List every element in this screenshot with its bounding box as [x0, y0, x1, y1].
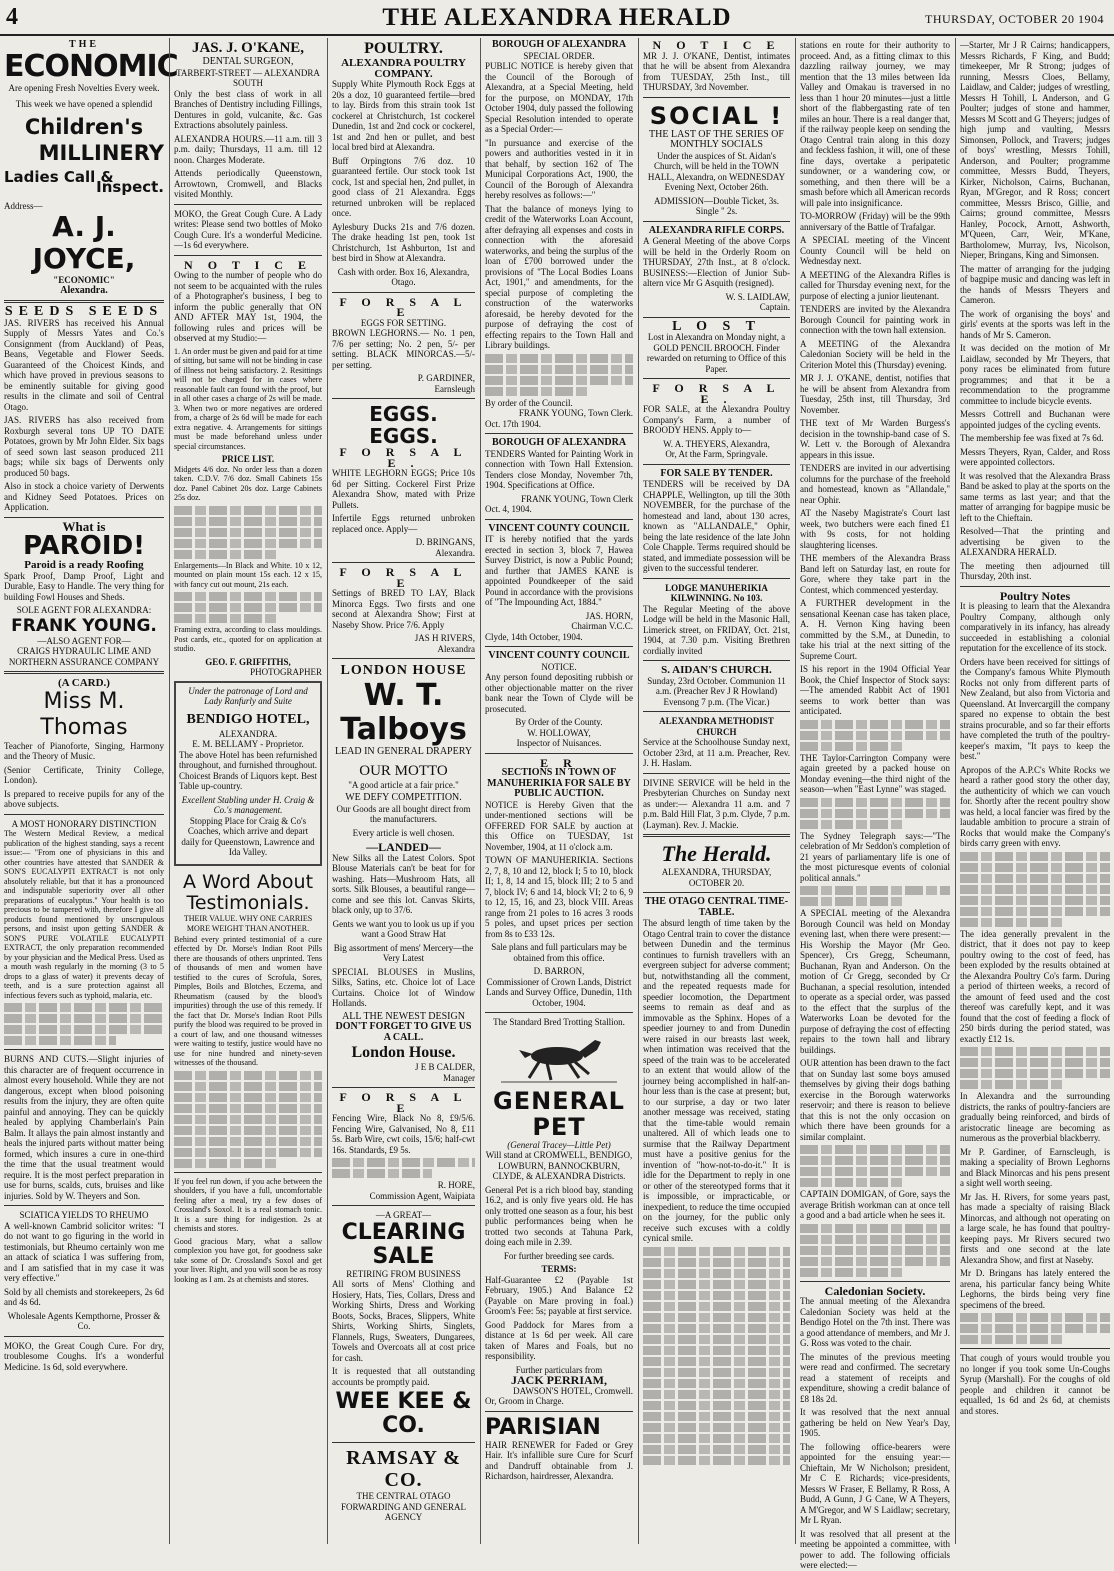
seeds-body: JAS. RIVERS has received his Annual Supply of Messrs Yates and Co.'s Consignment (from Auckland) of Peas, Beans, Vegetable and Flower Seeds. Guaranteed of the Choicest Kinds, and which have proved in previous seasons to be eminently suitable for giving good results in the climate and soil of Central Otago. [4, 317, 164, 412]
borough-1-order: By order of the Council. [485, 397, 573, 408]
aidan-heading: S. AIDAN'S CHURCH. [661, 664, 772, 676]
social-body: Under the auspices of St. Aidan's Church, will be held in the TOWN HALL, Alexandra, on WEDNESDAY Evening Next, October 26th. [647, 150, 786, 192]
notice-rules: 1. An order must be given and paid for at time of sitting, but same will not be binding in case of illness not being satisfactory. 2. Resittings will not be charged for in cases where reasonable fault can found with the proof, but in all other cases a charge of 2s will be made. 3. When two or more negatives are ordered from, a charge of 2s 6d will be made for each extra negative. 4. Arrangements for sittings must be made beforehand unless under special circumstances. [174, 346, 322, 451]
vcc-heading: VINCENT COUNTY COUNCIL [488, 522, 630, 534]
economic-exhibition: This week we have opened a splendid [15, 99, 153, 109]
poultry-notes-7: Mr Jas. H. Rivers, for some years past, has made a specialty of raising Black Minorcas, and although not operating on a large scale, he has found that poultry-keeping pays. Mr Rivers secured two firsts and one second at the late Alexandra Show, and first at Naseby. [960, 1191, 1110, 1265]
bendigo-hotel-name: BENDIGO HOTEL, [186, 711, 310, 727]
every-article: Every article is well chosen. [352, 827, 455, 838]
divine-service: DIVINE SERVICE will be held in the Presbyterian Churches on Sunday next as under:— Alexandra 11 a.m. and 7 p.m. Bald Hill Flat, 3 p.m. Clyde, 7 p.m. (Layman). Rev. J. Mackie. [643, 777, 790, 830]
text-note: THE text of Mr Warden Burgess's decision in the township-band case of S. W. Lett v. the Borough of Alexandra appears in this issue. [800, 418, 950, 460]
apc-heading: ALEXANDRA POULTRY COMPANY. [341, 57, 466, 80]
timetable-heading: THE OTAGO CENTRAL TIME-TABLE. [644, 896, 789, 918]
tenders-note: TENDERS are invited by the Alexandra Borough Council for painting work in connection with the town hall extension. [800, 304, 950, 335]
tender-heading: FOR SALE BY TENDER. [660, 467, 773, 479]
lodge-body: The Regular Meeting of the above Lodge will be held in the Masonic Hall, Limerick street, on FRIDAY, Oct. 21st, 1904, at 7.30 p.m. Visiting Brethren cordially invited [643, 603, 790, 656]
for-sale-1-body: BROWN LEGHORNS.— No. 1 pen, 7/6 per setting; No. 2 pen, 5/- per setting. BLACK MINORCAS.—5/- per setting. [332, 328, 475, 370]
newspaper-title: THE ALEXANDRA HERALD [382, 4, 732, 31]
vcc-body: IT is hereby notified that the yards erected in section 3, block 7, Hawea Survey District, is now a Public Pound; and further that JAMES KANE is appointed Poundkeeper of the said Pound in accordance with the provisions of "The Impounding Act, 1884." [485, 534, 633, 607]
london-house-heading: LONDON HOUSE [340, 663, 467, 678]
telegraph-note: The Sydney Telegraph says:—"The celebration of Mr Seddon's completion of 21 years of parliamentary life is one of the most picturesque events of colonial political annals." [800, 830, 950, 883]
economic-subtitle: Are opening Fresh Novelties Every week. [8, 82, 160, 93]
address-label: Address— [4, 200, 43, 211]
caledonian-body: The annual meeting of the Alexandra Caledonian Society was held at the Bendigo Hotel on the 7th inst. There was a good attendance of members, and Mr J. G. Ross was voted to the chair. [800, 1296, 950, 1348]
caledonian-heading: Caledonian Society. [824, 1283, 926, 1298]
clearing-sub: RETIRING FROM BUSINESS [346, 1268, 461, 1279]
for-sale-2-body: WHITE LEGHORN EGGS; Price 10s 6d per Sitting. Cockerel First Prize Alexandra Show, mated with Prize Pullets. [332, 468, 475, 510]
clearing-sale-heading: CLEARING SALE [341, 1219, 466, 1269]
special-borough-note: A SPECIAL meeting of the Alexandra Borough Council was held on Monday evening last, when there were present:—His Worship the Mayor (Mr Geo. Spencer), Crs Gregg, Scheumann, Buchanan, Ryan and Anderson. On the motion of Cr Gregg, seconded by Cr Buchanan, a special resolution, intended to operate as a special order, was passed to the effect that the surplus of the Waterworks Loan be devoted for the purpose of defraying the cost of effecting repairs to the town hall and library buildings. [800, 908, 950, 1055]
perriam-name: JACK PERRIAM, [511, 1373, 607, 1387]
domigan-note: CAPTAIN DOMIGAN, of Gore, says the average British workman can at once tell a good and a bad article when he sees it. [800, 1189, 950, 1220]
special-order: SPECIAL ORDER. [523, 50, 595, 61]
framing: Framing extra, according to class mouldings. Post cards, etc., quoted for on application at studio. [174, 625, 322, 653]
membership-fee-note: The membership fee was fixed at 7s 6d. [960, 433, 1104, 443]
bagpipe-note: The matter of arranging for the judging of bagpipe music and dancing was left in the hands of Messrs Theyers and Cameron. [960, 263, 1110, 305]
seeds-body-2: JAS. RIVERS has also received from Roxburgh several tons UP TO DATE Potatoes, grown by Mr John Elder. Six bags of seed sown last season produced 211 bags; while six bags of Derwents only produced 50 bags. [4, 415, 164, 478]
enlargements: Enlargements—In Black and White. 10 x 12, mounted on plain mount 15s each. 12 x 15, with fancy cut out mount, 21s each. [174, 560, 322, 589]
landed-body: New Silks all the Latest Colors. Spot Blouse Materials can't be beat for for washing. Hats—Mushroom Hats, all sorts. Silk Blouses, a beautiful range—come and see this lot. Canvas Skirts, black only, up to 37/6. [332, 852, 475, 915]
also-agent-label: —ALSO AGENT FOR— [37, 635, 131, 646]
barron-name: D. BARRON, [533, 966, 585, 976]
vcc-2-body: Any person found depositing rubbish or other objectionable matter on the river bank near the Town of Clyde will be prosecuted. [485, 672, 633, 714]
borough-heading-1: BOROUGH OF ALEXANDRA [491, 39, 627, 50]
social-sub: THE LAST OF THE SERIES OF MONTHLY SOCIALS [649, 128, 784, 150]
hore-name: R. HORE, [437, 1180, 475, 1190]
borough-1-body-3: That the balance of moneys lying to credit of the Waterworks Loan Account, after defraying all expenses and costs in connection with the aforesaid waterworks, and being the surplus of the loan of £700 borrowed under the provisions of "The Local Bodies Loans Act, 1901," and amendments, for the special purpose of completing the construction of the waterworks aforesaid, be hereby devoted for the purpose of defraying the cost of effecting repairs to the Town Hall and Library buildings. [485, 203, 633, 350]
for-sale-4-body: Fencing Wire, Black No 8, £9/5/6. Fencing Wire, Galvanised, No 8, £11 5s. Barb Wire, cwt coils, 15/6; half-cwt 16s. Standards, £9 5s. [332, 1113, 475, 1155]
joyce-town: Alexandra. [60, 284, 108, 296]
landed-heading: —LANDED— [366, 840, 441, 854]
thomas-body-3: Is prepared to receive pupils for any of the above subjects. [4, 788, 164, 809]
okane-hours: ALEXANDRA HOURS.—11 a.m. till 3 p.m. daily; Thursdays, 11 a.m. till 12 noon. Charges Moderate. [174, 133, 322, 165]
goods-direct: Our Goods are all bought direct from the manufacturers. [336, 803, 471, 824]
newest-design: ALL THE NEWEST DESIGN [342, 1010, 465, 1022]
borough-heading-2: BOROUGH OF ALEXANDRA [491, 437, 627, 448]
sensational-note: A FURTHER development in the sensational Keenan case has taken place, A. H. Vernon King having been committed by the S.M., at Dunedin, to take his trial at the next sitting of the Supreme Court. [800, 598, 950, 661]
theyers-or: Or, At the Farm, Springvale. [665, 449, 768, 459]
poultry-notes-8: Mr D. Bringans has lately entered the arena, his particular fancy being White Leghorns, the birds being very fine specimens of the breed. [960, 1268, 1110, 1310]
poultry-notes-6: Mr P. Gardiner, of Earnscleugh, is making a speciality of Brown Leghorns and Black Minorcas and his pens present a sight well worth seeing. [960, 1146, 1110, 1188]
horn-name: JAS. HORN, [585, 610, 633, 621]
bellamy-proprietor: E. M. BELLAMY - Proprietor. [192, 739, 304, 749]
tender-body: TENDERS will be received by DA CHAPPLE, Wellington, up till the 30th NOVEMBER, for the purchase of the homestead and land, about 130 acres, known as "ALLANDALE," Ophir, being the late residence of the late John Cole Chapple. Terms required should be stated, and immediate possession will be given to the successful tenderer. [643, 479, 790, 573]
aidan-body: Sunday, 23rd October. Communion 11 a.m. (Preacher Rev J R Howland) Evensong 7 p.m. (The Vicar.) [647, 675, 786, 707]
big-assortment: Big assortment of mens' Mercery—the Very Latest [333, 942, 474, 963]
miss-thomas-name: Miss M. Thomas [40, 688, 128, 740]
timetable-body: The absurd length of time taken by the Otago Central train to cover the distance between Dunedin and the terminus continues to furnish travellers with an evergreen subject for adverse comment; but, notwithstanding all the comment, and the repeated requests made for speedier locomotion, the Department seems to remain as deaf and as immovable as the Sphinx. Hopes of a speedier journey to and from Dunedin were raised in our breasts last week, when intimation was received that the speed of the train was to be accelerated to an extent that would allow of the journey being accomplished in half-an-hour less than is the case at present; but, to our surprise, a day or two later another message was received, stating that the time-table would remain unaltered. All of which leads one to surmise that the Railway Department must have a positive genius for the invention of "how-not-to-do-it." It is idle for the Department to reply in one or other of the stereotyped forms that it is impossible, or impracticable, or inexpedient, to reduce the time occupied on the journey, for the public only receive such excuses with a coldly cynical smile. [643, 918, 790, 1243]
standard-bred: The Standard Bred Trotting Stallion. [493, 1017, 625, 1027]
apc-box: Cash with order. Box 16, Alexandra, Otago. [337, 266, 470, 287]
agent-list: CRAIGS HYDRAULIC LIME AND NORTHERN ASSURANCE COMPANY [8, 646, 160, 667]
column-1 [0, 38, 178, 1544]
millinery-heading: MILLINERY [38, 140, 164, 165]
dont-forget: DON'T FORGET TO GIVE US A CALL. [335, 1021, 472, 1043]
column-3 [327, 38, 479, 1544]
sciatica-heading: SCIATICA YIELDS TO RHEUMO [19, 1210, 149, 1220]
adjourned-note: The meeting then adjourned till Thursday, 20th inst. [960, 560, 1110, 581]
caledonian-note: A MEETING of the Alexandra Caledonian Society will be held in the Criterion Motel this (Thursday) evening. [800, 338, 950, 370]
word-about-heading: A Word About Testimonials. [182, 870, 314, 914]
wholesale-agents: Wholesale Agents Kempthorne, Prosser & Co. [7, 1310, 161, 1331]
coaches-note: Stopping Place for Craig & Co's Coaches, which arrive and depart daily for Queenstown, Lawrence and Ida Valley. [181, 815, 315, 857]
further-particulars: Further particulars from [515, 1364, 603, 1375]
ladies-call: Ladies Call & [4, 167, 114, 186]
for-sale-5: F O R S A L E . [652, 381, 781, 406]
sale-plans: Sale plans and full particulars may be obtained from this office. [491, 942, 627, 963]
parisian-body: HAIR RENEWER for Faded or Grey Hair. It's infallible sure Cure for Scurf and Dandruff obtainable from J. Richardson, hairdresser, Alexandra. [485, 1439, 633, 1481]
general-pet-stand: Will stand at CROMWELL, BENDIGO, LOWBURN, BANNOCKBURN, CLYDE, & ALEXANDRA Districts. [485, 1150, 633, 1181]
soxol-ad: If you feel run down, if you ache between the shoulders, if you have a full, uncomfortable feeling after a meal, try a few doses of Crossland's Soxol. It is a real stomach tonic. It is a sure thing for indigestion. 2s at chemists and stores. [174, 1176, 322, 1233]
paroid-body: Spark Proof, Damp Proof, Light and Durable, Easy to Handle. The very thing for building Fowl Houses and Sheds. [4, 570, 164, 602]
calder-title: Manager [443, 1072, 475, 1083]
laidlaw-title: Captain. [759, 302, 790, 312]
brass-band-note: It was resolved that the Alexandra Brass Band be asked to play at the sports on the same terms as last year; and that the matter of arranging for bagpipe music be left to the Chieftain. [960, 470, 1110, 523]
accounts-note: It is requested that all outstanding accounts be promptly paid. [332, 1366, 475, 1387]
column-6 [795, 38, 954, 1570]
column-5 [638, 38, 794, 1544]
joyce-shop: "ECONOMIC" [53, 275, 115, 285]
okane-body: Only the best class of work in all Branches of Dentistry including Fillings, Dentures in gold, vulcanite, &c. Gas Extractions absolutely painless. [174, 88, 322, 130]
motto-heading: OUR MOTTO [359, 762, 448, 779]
apc-body-3: Aylesbury Ducks 21s and 7/6 dozen. The drake heading 1st pen, took 1st Christchurch, 1st Ashburton, 1st and best bird in Show at Alexandra. [332, 221, 475, 263]
rifles-meeting-note: A MEETING of the Alexandra Rifles is called for Thursday evening next, for the purpose of electing a junior lieutenant. [800, 269, 950, 301]
rifle-body: A General Meeting of the above Corps will be held in the Orderly Room on THURSDAY, 27th Inst., at 8 o'clock. BUSINESS:—Election of Junior Sub-altern vice Mr G Asquith (resigned). [643, 236, 790, 288]
caledonian-body-5: It was resolved that all present at the meeting be appointed a committee, with power to add. The following officials were elected:— [800, 1528, 950, 1570]
clearing-body: All sorts of Mens' Clothing and Hosiery, Hats, Ties, Collars, Dress and Working Shirts, Dress and Working Boots, Socks, Braces, Slippers, White Shirts, Working Shirts, Singlets, Flannels, Rugs, Sweaters, Dungarees, Towels and Overcoats all at cost price for cash. [332, 1279, 475, 1363]
borough-1-body: PUBLIC NOTICE is hereby given that the Council of the Borough of Alexandra, at a Special Meeting, held for the purpose, on MONDAY, 17th October 1904, duly passed the following Special Resolution intended to operate as a Special Order:— [485, 61, 633, 134]
caledonian-body-4: The following office-bearers were appointed for the ensuing year:—Chieftain, Mr W Nicholson; president, Mr C E Richards; vice-presidents, Messrs W Fraser, E Bellamy, R Ross, A Budd, A Gunn, J G Cane, W A Theyers, A M'Gregor, and W S Laidlaw; secretary, Mr L Ryan. [800, 1441, 950, 1525]
borough-2-body: TENDERS Wanted for Painting Work in connection with Town Hall Extension. Tenders close Monday, November 7th, 1904. Specifications at Office. [485, 448, 633, 490]
a-card-label: (A CARD.) [58, 677, 110, 689]
bringans-name: D. BRINGANS, [415, 537, 475, 547]
general-pet-pedigree: (General Tracey—Little Pet) [507, 1139, 611, 1150]
holloway-name: W. HOLLOWAY, [527, 727, 591, 738]
childrens-heading: Children's [24, 114, 144, 139]
poultry-notes-5: In Alexandra and the surrounding districts, the ranks of poultry-fanciers are gradually being reinforced, and birds of aristocratic lineage are becoming as numerous as the proverbial blackberry. [960, 1091, 1110, 1143]
what-is-label: What is [62, 518, 106, 534]
officials-body: —Starter, Mr J R Cairns; handicappers, Messrs Richards, F King, and Budd; timekeeper, Mr R Strong; judges of running, Messrs Cloes, Bellamy, Laidlaw, and Calder; judges of wrestling, Messrs H Tohill, L Anderson, and G Poulter; judges of stone and hammer, Messrs M Scott and G Theyers; judges of high jump and vaulting, Messrs Simonsen, Pollock, and Travers; judges of boys' wrestling, Messrs Tohill, Anderson, and Poulter; programme committee, Messrs Budd, Theyers, Kirker, Nicholson, Cairns, Buchanan, Ryan, M'Gregor, and R Ross; concert committee, Messrs Brisco, Gillie, and Cairns; ground committee, Messrs Hanley, Pocock, Arnott, Ashworth, M'Queen, Carr, Weir, M'Kane, Bartholomew, Murray, Ivs, Nicolson, Nieper, Bringans, King and Simonsen. [960, 40, 1110, 260]
seeds-heading: SEEDS SEEDS [4, 304, 164, 319]
allandale-note: TENDERS are invited in our advertising columns for the purchase of the freehold and homestead, known as "Allandale," near Ophir. [800, 463, 950, 505]
economic-heading: ECONOMIC [4, 48, 178, 84]
er-mark: E R [540, 755, 578, 770]
vcc-2-order: By Order of the County. [515, 717, 603, 727]
lost-body: Lost in Alexandra on Monday night, a GOLD PENCIL BROOCH. Finder rewarded on returning to Office of this Paper. [646, 332, 787, 374]
sections-heading: SECTIONS IN TOWN OF MANUHERIKIA FOR SALE BY PUBLIC AUCTION. [487, 767, 631, 799]
talboys-name: W. T. Talboys [340, 678, 467, 747]
barron-title: Commissioner of Crown Lands, District Lands and Survey Office, Dunedin, 11th October, 1904. [486, 976, 632, 1008]
frank-young-name: FRANK YOUNG. [11, 615, 157, 636]
page-number: 4 [6, 4, 18, 30]
general-pet-heading: GENERAL PET [493, 1086, 625, 1141]
general-pet-cards: For further breeding see cards. [503, 1250, 615, 1261]
sections-body: NOTICE is Hereby Given that the under-mentioned sections will be OFFERED FOR SALE by auction at this Office on TUESDAY, 1st November, 1904, at 11 o'clock a.m. [485, 799, 633, 852]
notice-heading-2: N O T I C E [652, 38, 781, 52]
poultry-heading: POULTRY. [364, 40, 443, 57]
borough-1-clerk: FRANK YOUNG, Town Clerk. [518, 408, 633, 418]
attention-note: OUR attention has been drawn to the fact that on Sunday last some boys amused themselves by giving their dogs bathing exercise in the Borough waterworks reservoir; and there is reason to believe that this is not the only occasion on which there have been grounds for a similar complaint. [800, 1058, 950, 1142]
bendigo-body: The above Hotel has been refurnished throughout, and furnished throughout. Choicest Brands of Liquors kept. Best Table up-country. [179, 749, 317, 791]
band-note: THE members of the Alexandra Brass Band left on Saturday last, en route for Gore, where they take part in the Contest, which commenced yesterday. [800, 553, 950, 595]
vcc-notice: NOTICE. [541, 661, 577, 672]
apc-body: Supply White Plymouth Rock Eggs at 20s a doz, 10 guaranteed fertile—bred to lay. Birds from this strain took 1st cockerel at Christchurch, 1st cockerel Dunedin, 1st and 2nd cock or cockerel, 1st and 2nd hen or pullet, and best local bred bird at Alexandra. [332, 79, 475, 152]
lost-heading: L O S T [672, 318, 761, 334]
collectors-note: Messrs Theyers, Ryan, Calder, and Ross were appointed collectors. [960, 446, 1110, 467]
poultry-notes-1: It is pleasing to learn that the Alexandra Poultry Company, although only comparatively in its infancy, has already succeeded in establishing a colonial reputation for the excellence of its stock. [960, 601, 1110, 653]
for-sale-1: F O R S A L E [339, 294, 468, 319]
methodist-heading: ALEXANDRA METHODIST CHURCH [659, 716, 774, 737]
apc-body-2: Buff Orpingtons 7/6 doz. 10 guaranteed fertile. Our stock took 1st cock, 1st and special hen, 2nd pullet, in good class of 21 Alexandra. Eggs returned unbroken will be replaced once. [332, 155, 475, 218]
joyce-name: A. J. JOYCE, [32, 210, 136, 275]
caledonian-body-3: It was resolved that the next annual gathering be held on New Year's Day, 1905. [800, 1407, 950, 1438]
photographer-title: PHOTOGRAPHER [250, 667, 322, 677]
naseby-note: AT the Naseby Magistrate's Court last week, two butchers were each fined £1 with 9s costs, for not holding slaughtering licenses. [800, 508, 950, 550]
honorary-body: The Western Medical Review, a medical publication of the highest standing, says a recent issue:— "From one of physicians in this and other countries have attested that SANDER & SON'S EUCALYPTI EXTRACT is not only absolutely reliable, but that it has a pronounced and indisputable superiority over all other preparations of eucalyptus." Your health is too precious to be tampered with, therefore I give all products found mentioned by unscrupulous persons, and insist upon getting SANDER & SON'S PURE VOLATILE EUCALYPTI EXTRACT, the only preparation recommended by your physician and the Medical Press. Used as a mouth wash regularly in the morning (3 to 5 drops to a glass of water) it prevents decay of teeth, and is a sure protection against all infectious fevers such as typhoid, malaria, etc. [4, 829, 164, 1000]
year-book-note: IS his report in the 1904 Official Year Book, the Chief Inspector of Stock says:—The amended Rabbit Act of 1901 seems to work better than was anticipated. [800, 664, 950, 716]
column-7 [955, 38, 1114, 1544]
for-sale-4: F O R S A L E [339, 1090, 468, 1115]
borough-2-clerk: FRANK YOUNG, Town Clerk [521, 493, 633, 504]
price-list-heading: PRICE LIST. [221, 454, 275, 464]
borough-1-body-2: "In pursuance and exercise of the powers and authorities vested in it in that behalf, by section 162 of The Municipal Corporations Act, 1900, the Council of the Borough of Alexandra hereby resolves as follows:—" [485, 137, 633, 200]
cycling-judges-note: Messrs Cottrell and Buchanan were appointed judges of the cycling events. [960, 409, 1110, 430]
poultry-notes-3: Apropos of the A.P.C's White Rocks we heard a rather good story the other day, the authenticity of which we can vouch for. Shortly after the recent poultry show was held, a local fancier was fired by the laudable ambition to procure a strain of Rocks that would make the Company's birds carry green with envy. [960, 764, 1110, 848]
laidlaw-name: W. S. LAIDLAW, [725, 291, 790, 302]
sole-agent-label: SOLE AGENT FOR ALEXANDRA: [16, 605, 152, 615]
borough-2-date: Oct. 4, 1904. [485, 504, 532, 514]
okane-title: DENTAL SURGEON, [202, 56, 294, 67]
social-heading: SOCIAL ! [649, 101, 784, 130]
special-blouses: SPECIAL BLOUSES in Muslins, Silks, Satins, etc. Choice lot of Lace Curtains. Choice lot of Window Hollands. [332, 966, 475, 1008]
perriam-groom: Or, Groom in Charge. [485, 1396, 564, 1406]
clyde-date: Clyde, 14th October, 1904. [485, 631, 583, 642]
sections-body-2: TOWN OF MANUHERIKIA. Sections 2, 7, 8, 10 and 12, block I; 5 to 10, block II; 1, 8, 14 and 15, block III; 2 to 5 and 7, block IV; 6 and 14, block VI; 2 to 6, 9 to 12, 15, 16, and 23, block VIII. Areas range from 21 poles to 16 acres 3 roods 5 poles, and upset prices per section from 8s to £33 12s. [485, 855, 633, 939]
for-sale-3: F O R S A L E [339, 565, 468, 590]
poultry-notes-heading: Poultry Notes [999, 588, 1071, 603]
stations-body: stations en route for their authority to proceed. And, as a fitting climax to this dazzling railway journey, we may mention that the 13 miles between Ida Valley and Omakau is traversed in no less than 1 hour 20 minutes—just a little short of the flabbergasting rate of ten miles an hour. There is a real danger that, if the railway people keep on sending the Otago Central train along in this dozy and feckless fashion, it will, one of these fine days, overtake a peripatetic sundowner, or a wandering cow, or something, and then there will be a smash before which all American records will pale into insignificance. [800, 40, 950, 208]
poultry-notes-2: Orders have been received for sittings of the Company's famous White Plymouth Rocks not only from different parts of New Zealand, but also from Victoria and Queensland. At Invercargill the company spared no expense to obtain the best strains procurable, and so far their efforts have completed the truth of the poultry-keeper's maxim, "It pays to keep the best." [960, 656, 1110, 761]
moko-bottom: MOKO, the Great Cough Cure. For dry, troublesome Coughs. It's a wonderful Medicine. 1s 6d, sold everywhere. [4, 1340, 164, 1372]
pony-races-note: It was decided on the motion of Mr Laidlaw, seconded by Mr Theyers, that pony races be eliminated from future programmes; and that it be a recommendation to the programme committee to include bicycle events. [960, 343, 1110, 406]
rifle-heading: ALEXANDRA RIFLE CORPS. [648, 224, 785, 236]
word-about-body: Behind every printed testimonial of a cure effected by Dr. Morse's Indian Root Pills there are thousands of others unprinted. Tens of thousands of men and women have testified to the cures of Scrofula, Sores, Pimples, Boils and Blotches, Eczema, and Rheumatism (caused by the blood's impurities) through the use of this remedy. If the fact that Dr. Morse's Indian Root Pills purify the blood was required to be proved in a court of law, and one thousand witnesses were waiting to testify, justice would have no use for nine hundred and ninety-seven witnesses of the thousand. [174, 934, 322, 1067]
honorary-heading: A MOST HONORARY DISTINCTION [11, 818, 157, 829]
paroid-heading: PAROID! [22, 531, 146, 561]
theyers-name: W. A. THEYERS, Alexandra, [663, 438, 770, 449]
printing-note: Resolved—That the printing and advertising be given to the ALEXANDRA HERALD. [960, 526, 1110, 557]
stabling-note: Excellent Stabling under H. Craig & Co.'s management. [181, 794, 315, 815]
holloway-title: Inspector of Nuisances. [516, 738, 602, 748]
ramsay-body: THE CENTRAL OTAGO FORWARDING AND GENERAL AGENCY [340, 1491, 466, 1522]
admission: ADMISSION—Double Ticket, 3s. Single " 2s. [653, 195, 779, 216]
gardiner-name: P. GARDINER, [417, 373, 475, 383]
borough-1-date: Oct. 17th 1904. [485, 418, 541, 429]
motto-text: "A good article at a fair price." [348, 779, 459, 790]
methodist-body: Service at the Schoolhouse Sunday next, October 23rd, at 11 a.m. Preacher, Rev. J. H. Haslam. [643, 737, 790, 768]
paroid-subtitle: Paroid is a ready Roofing [24, 559, 144, 571]
inspect-label: Inspect. [96, 178, 164, 196]
burns-body: BURNS AND CUTS.—Slight injuries of this character are of frequent occurrence in almost every household. While they are not dangerous, except when blood poisoning results from the injury, they are often quite painful and annoying. They can be quickly healed by applying Chamberlain's Pain Balm. It allays the pain almost instantly and heals the injured parts without matter being formed, which insures a cure in one-third the time that the usual treatment would require. It is the most perfect preparation in use for burns, scalds, cuts, bruises and like injuries. Sold by W. Theyers and Son. [4, 1054, 164, 1201]
okane-note: MR J. J. O'KANE, dentist, notifies that he will be absent from Alexandra from Tuesday, 25th inst, till Thursday, 3rd November. [800, 373, 950, 415]
talboys-sub: LEAD IN GENERAL DRAPERY [334, 746, 473, 757]
lodge-heading: LODGE MANUHERIKIA KILWINNING. No 103. [665, 582, 768, 603]
patronage-note: Under the patronage of Lord and Lady Ranfurly and Suite [188, 685, 308, 706]
word-about-sub: THEIR VALUE. WHY ONE CARRIES MORE WEIGHT THAN ANOTHER. [183, 913, 313, 933]
okane-absence: MR J. J. O'KANE, Dentist, intimates that he will be absent from Alexandra from TUESDAY, 25th Inst., till THURSDAY, 3rd November. [643, 50, 790, 92]
thomas-body-2: (Senior Certificate, Trinity College, London). [4, 764, 164, 785]
moko-ad: MOKO, the Great Cough Cure. A Lady writes: Please send two bottles of Moko Cough Cure. It's a wonderful Medicine.—1s 6d everywhere. [174, 208, 322, 250]
hore-title: Commission Agent, Waipiata [369, 1190, 475, 1201]
ramsay-name: RAMSAY & CO. [346, 1447, 461, 1491]
great-label: —A GREAT— [375, 1210, 432, 1220]
okane-street: TARBERT-STREET — ALEXANDRA SOUTH [176, 67, 320, 88]
defy-competition: WE DEFY COMPETITION. [345, 792, 462, 803]
taylor-note: THE Taylor-Carrington Company were again greeted by a packed house on Monday evening—the third night of the season—when "East Lynne" was staged. [800, 752, 950, 794]
paddock-note: Good Paddock for Mares from a distance at 1s 6d per week. All care taken of Mares and Foals, but no responsibility. [485, 1319, 633, 1361]
london-house-footer: London House. [351, 1044, 456, 1061]
perriam-hotel: DAWSON'S HOTEL, Cromwell. [513, 1385, 633, 1396]
for-sale-5-body: FOR SALE, at the Alexandra Poultry Company's Farm, a number of BROODY HENS. Apply to— [643, 404, 790, 435]
okane-name: JAS. J. O'KANE, [191, 40, 305, 56]
column-2 [169, 38, 326, 1544]
thomas-body: Teacher of Pianoforte, Singing, Harmony and the Theory of Music. [4, 740, 164, 761]
rivers-name: JAS H RIVERS, [414, 633, 475, 643]
sciatica-body: A well-known Cambrid solicitor writes: "I do not want to go figuring in the world in testimonials, but Rheumo certainly won me an attack of sciatica I was suffering from, and I am satisfied that in my case it was very effective." [4, 1220, 164, 1283]
horn-title: Chairman V.C.C. [571, 621, 633, 631]
okane-visits: Attends periodically Queenstown, Arrowtown, Cromwell, and Blacks visited Monthly. [174, 168, 322, 199]
seeds-body-3: Also in stock a choice variety of Derwents and Kidney Seed Potatoes. Prices on Application. [4, 481, 164, 512]
straw-hat: Gents we want you to look us up if you want a Good Straw Hat [332, 918, 475, 939]
cough-ad: That cough of yours would trouble you no longer if you took some Un-Coughs Syrup (Marshall). For the coughs of old people and children it cannot be equalled, 1s 6d and 2s 6d, at chemists and stores. [960, 1353, 1110, 1416]
trotting-horse-icon [499, 1032, 619, 1084]
vcc-heading-2: VINCENT COUNTY COUNCIL [488, 650, 630, 661]
the-label: THE [68, 39, 100, 50]
herald-date: ALEXANDRA, THURSDAY, OCTOBER 20. [661, 867, 772, 888]
for-sale-2: F O R S A L E . [339, 445, 468, 470]
for-sale-2-body-2: Infertile Eggs returned unbroken replaced once. Apply— [332, 513, 475, 534]
caledonian-body-2: The minutes of the previous meeting were read and confirmed. The secretary read a statement of receipts and expenditure, showing a credit balance of £8 18s 2d. [800, 1351, 950, 1404]
bendigo-town: ALEXANDRA. [218, 728, 278, 739]
tomorrow-note: TO-MORROW (Friday) will be the 99th anniversary of the Battle of Trafalgar. [800, 211, 950, 232]
eggs-heading: EGGS. EGGS. [369, 402, 438, 448]
griffiths-name: GEO. F. GRIFFITHS, [205, 656, 291, 667]
general-pet-body: General Pet is a rich blood bay, standing 16.2, and is only five years old. He has only trotted one season as a four, his best public performances being when he trotted two seconds at Tahuna Park, doing each mile in 2.39. [485, 1184, 633, 1247]
for-sale-3-body: Settings of BRED TO LAY, Black Minorca Eggs. Two firsts and one second at Alexandra Show; First at Naseby Show. Price 7/6. Apply [332, 588, 475, 630]
notice-body: Owing to the number of people who do not seem to be acquainted with the rules of a Photographer's business, I beg to inform the public generally that ON AND AFTER MAY 1st, 1904, the following rules and prices will be observed at my Studio:— [174, 270, 322, 343]
calder-name: J E B CALDER, [414, 1062, 475, 1072]
boys-events-note: The work of organising the boys' and girls' events at the sports was left in the hands of Mr S. Cameron. [960, 308, 1110, 340]
rivers-town: Alexandra [437, 643, 475, 654]
notice-heading: N O T I C E [184, 257, 312, 272]
price-list: Midgets 4/6 doz. No order less than a dozen taken. C.D.V. 7/6 doz. Small Cabinets 15s doz. Panel Cabinet 20s doz. Large Cabinets 25s doz. [174, 464, 322, 502]
sciatica-sold: Sold by all chemists and storekeepers, 2s 6d and 4s 6d. [4, 1286, 164, 1307]
column-4 [480, 38, 637, 1544]
issue-date: THURSDAY, OCTOBER 20 1904 [925, 12, 1104, 26]
terms-body: Half-Guarantee £2 (Payable 1st February, 1905.) And Balance £2 (Payable on Mare proving in foal.) Groom's Fee: 5s; payable at first service. [485, 1274, 633, 1316]
parisian-heading: PARISIAN [485, 1414, 601, 1440]
wee-kee-name: WEE KEE & CO. [335, 1389, 472, 1438]
soxol-ad-2: Good gracious Mary, what a sallow complexion you have got, for goodness sake take some of Dr. Crossland's Soxol and get your liver. Right, and you will soon be as rosy looking as I am. 2s at chemists and stores. [174, 1236, 322, 1284]
eggs-for-setting: EGGS FOR SETTING. [360, 317, 447, 328]
special-meeting-note: A SPECIAL meeting of the Vincent County Council will be held on Wednesday next. [800, 235, 950, 266]
poultry-notes-4: The idea generally prevalent in the district, that it does not pay to keep poultry owing to the cost of feed, has been exploded by the results obtained at the Alexandra Poultry Co's farm. During a period of thirteen weeks, a record of the amount of feed used and the cost thereof was carefully kept, and it was found that the cost of feeding a flock of 250 birds during the period stated, was exactly £12 1s. [960, 928, 1110, 1044]
terms-heading: TERMS: [541, 1264, 577, 1274]
herald-masthead: The Herald. [661, 841, 772, 866]
masthead [0, 0, 1114, 36]
bringans-town: Alexandra. [435, 547, 475, 558]
gardiner-town: Earnsleugh [434, 383, 475, 394]
